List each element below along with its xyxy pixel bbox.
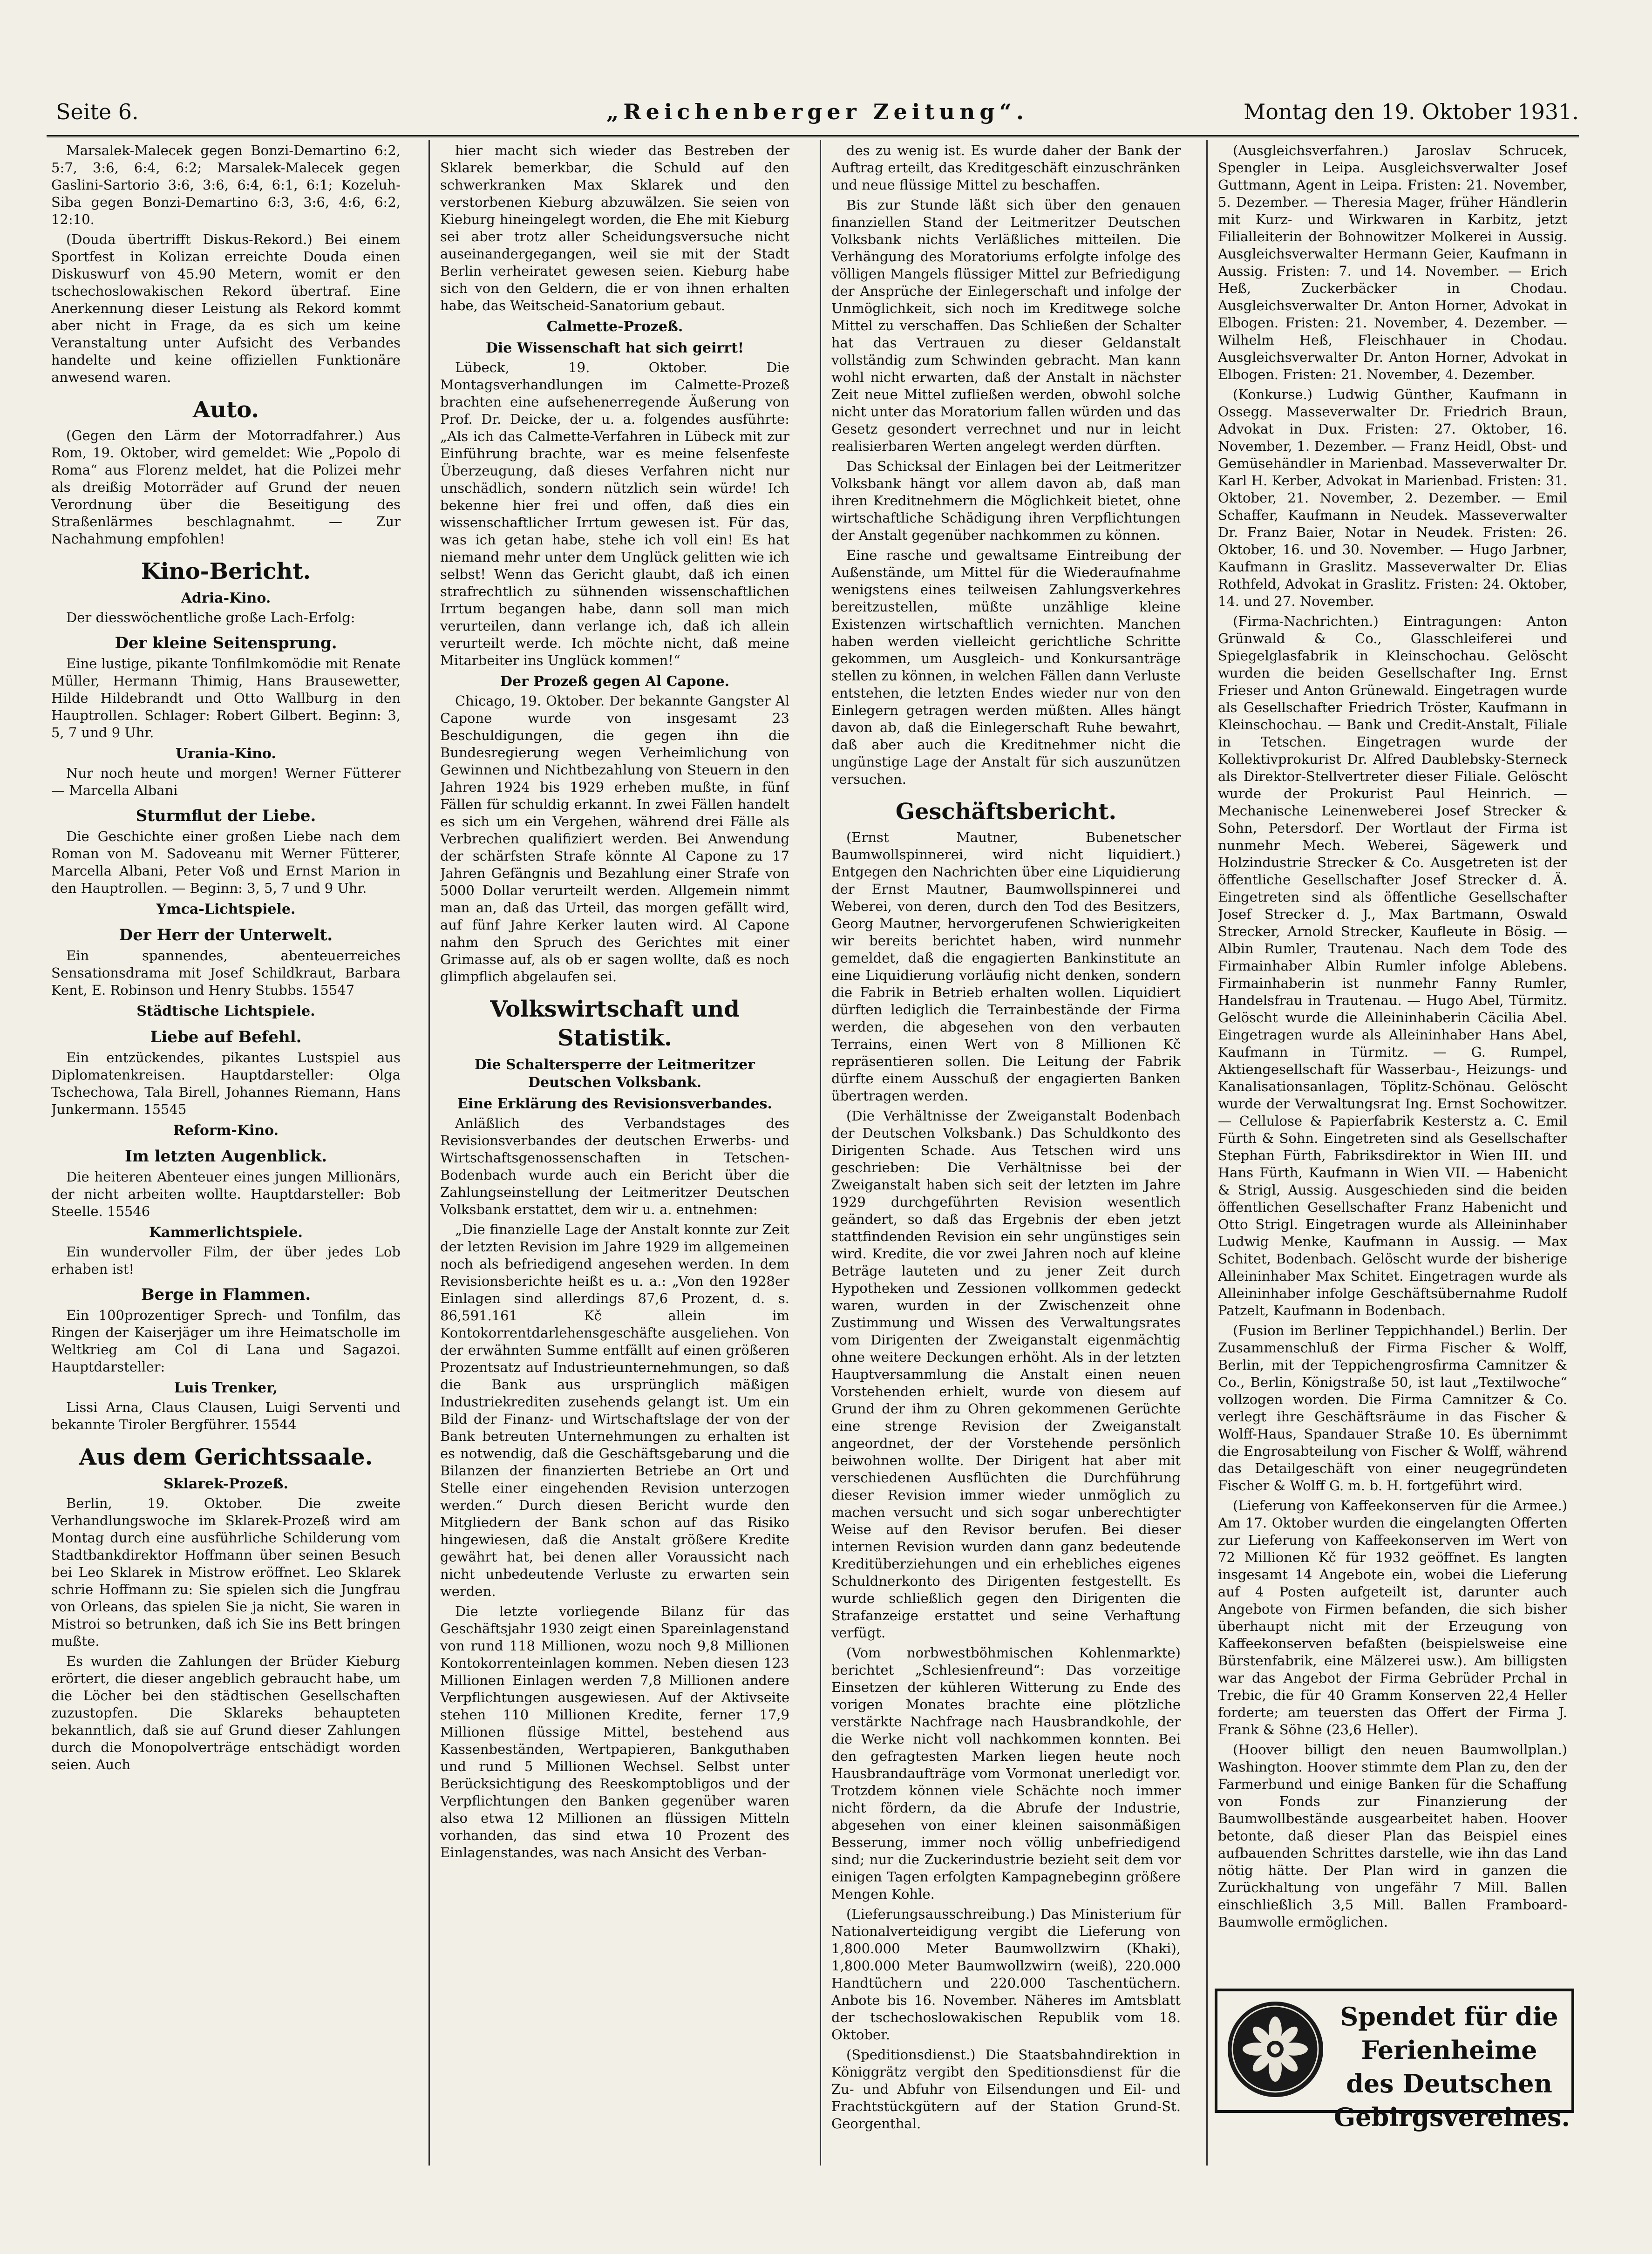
article-paragraph: Ein spannendes, abenteuerreiches Sensationsdrama mit Josef Schildkraut, Barbara Kent, E. Robinson und Henry Stubbs. 15547	[51, 948, 401, 998]
article-heading: Eine Erklärung des Revisionsverbandes.	[457, 1096, 772, 1112]
article-paragraph: (Douda übertrifft Diskus-Rekord.) Bei einem Sportfest in Kolizan erreichte Douda einen Diskuswurf von 45.90 Metern, womit er den tschechoslowakischen Rekord übertraf. Eine Anerkennung dieser Leistung als Rekord kommt aber nicht in Frage, da es sich um keine Veranstaltung unter Aufsicht des Verbandes handelte und keine offiziellen Funktionäre anwesend waren.	[51, 231, 401, 385]
ad-line: des Deutschen	[1346, 2069, 1552, 2098]
article-heading: Adria-Kino.	[181, 590, 271, 606]
article-heading: Im letzten Augenblick.	[124, 1147, 327, 1166]
article-paragraph: (Hoover billigt den neuen Baumwollplan.) Washington. Hoover stimmte dem Plan zu, den der Farmerbund und einige Banken für die Schaffung von Fonds zur Finanzierung der Baumwollbestände ausgearbeitet haben. Hoover betonte, daß dieser Plan das Beispiel eines aufbauenden Schrittes darstelle, wie ihn das Land nötig hätte. Der Plan wird in ganzen die Zurückhaltung von ungefähr 7 Mill. Ballen einschließlich 3,5 Mill. Ballen Framboard-Baumwolle ermöglichen.	[1218, 1742, 1567, 1930]
article-paragraph: Bis zur Stunde läßt sich über den genauen finanziellen Stand der Leitmeritzer Deutschen Volksbank nichts Verläßliches mitteilen. Die Verhängung des Moratoriums erfolgte infolge des völligen Mangels flüssiger Mittel zur Befriedigung der Ansprüche der Einlegerschaft und infolge der Unmöglichkeit, sich noch im Kreditwege solche Mittel zu verschaffen. Das Schließen der Schalter hat das Vertrauen zu dieser Geldanstalt vollständig zum Schwinden gebracht. Man kann wohl nicht erwarten, daß der Anstalt in nächster Zeit neue Mittel zufließen werden, obwohl solche nicht unter das Moratorium fallen würden und das Gesetz gesondert verrechnet und nur in leicht realisierbaren Werten angelegt werden dürften.	[831, 197, 1181, 454]
article-heading: Die Wissenschaft hat sich geirrt!	[485, 340, 744, 356]
article-paragraph: (Gegen den Lärm der Motorradfahrer.) Aus Rom, 19. Oktober, wird gemeldet: Wie „Popolo di Roma“ aus Florenz meldet, hat die Polizei mehr als dreißig Motorräder auf Grund der neuen Verordnung über die Beseitigung des Straßenlärmes beschlagnahmt. — Zur Nachahmung empfohlen!	[51, 428, 401, 547]
article-paragraph: Nur noch heute und morgen! Werner Fütterer — Marcella Albani	[51, 765, 401, 798]
article-paragraph: (Lieferung von Kaffeekonserven für die Armee.) Am 17. Oktober wurden die eingelangten Offerten zur Lieferung von Kaffeekonserven im Wert von 72 Millionen Kč für 1932 geöffnet. Es langten insgesamt 14 Angebote ein, wobei die Lieferung auf 4 Posten aufgeteilt ist, darunter auch Angebote von Firmen befanden, die sich bisher überhaupt nicht mit der Erzeugung von Kaffeekonserven befaßten (beispielsweise eine Bürstenfabrik, eine Mälzerei usw.). Am billigsten war das Angebot der Firma Gebrüder Prchal in Trebic, die für 40 Gramm Konserven 22,4 Heller forderte; am teuersten das Offert der Firma J. Frank & Söhne (23,6 Heller).	[1218, 1498, 1567, 1738]
article-heading: Kino-Bericht.	[141, 558, 311, 584]
column-divider	[1206, 140, 1208, 2166]
article-paragraph: Der diesswöchentliche große Lach-Erfolg:	[66, 610, 355, 625]
article-heading: Geschäftsbericht.	[895, 799, 1117, 825]
article-paragraph: Chicago, 19. Oktober. Der bekannte Gangster Al Capone wurde von insgesamt 23 Beschuldigungen, die gegen ihn die Bundesregierung wegen Verheimlichung von Gewinnen und Nichtbezahlung von Steuern in den Jahren 1924 bis 1929 erheben mußte, in fünf Fällen für schuldig erkannt. In zwei Fällen handelt es sich um ein Vergehen, während drei Fälle als Verbrechen qualifiziert werden. Bei Anwendung der schärfsten Strafe könnte Al Capone zu 17 Jahren Gefängnis und Bezahlung einer Strafe von 5000 Dollar verurteilt werden. Allgemein nimmt man an, daß das Urteil, das morgen gefällt wird, auf fünf Jahre Kerker lauten wird. Al Capone nahm den Spruch des Gerichtes mit einer Grimasse auf, als ob er sagen wollte, daß es noch glimpflich abgelaufen sei.	[440, 693, 789, 984]
article-heading: Ymca-Lichtspiele.	[156, 901, 296, 917]
article-paragraph: „Die finanzielle Lage der Anstalt konnte zur Zeit der letzten Revision im Jahre 1929 im allgemeinen noch als befriedigend angesehen werden. In dem Revisionsberichte heißt es u. a.: „Von den 1928er Einlagen sind allerdings 87,6 Prozent, d. s. 86,591.161 Kč allein im Kontokorrentdarlehensgeschäfte ausgeliehen. Von der erwähnten Summe entfällt auf einen größeren Prozentsatz auf Industrieunternehmungen, so daß die Bank aus ursprünglich mäßigen Industriekrediten zusehends gelangt ist. Um ein Bild der Finanz- und Wirtschaftslage der von der Bank betreuten Unternehmungen zu erhalten ist es notwendig, daß die Geschäftsgebarung und die Bilanzen der finanzierten Betriebe an Ort und Stelle einer eingehenden Revision unterzogen werden.“ Durch diesen Bericht wurde den Mitgliedern der Bank schon auf das Risiko hingewiesen, daß die Anstalt größere Kredite gewährt hat, bei denen aller Voraussicht nach nicht unbedeutende Verluste zu erwarten sein werden.	[440, 1222, 789, 1599]
article-paragraph: Die Geschichte einer großen Liebe nach dem Roman von M. Sadoveanu mit Werner Fütterer, Marcella Albani, Peter Voß und Ernst Marion in den Hauptrollen. — Beginn: 3, 5, 7 und 9 Uhr.	[51, 828, 401, 896]
article-heading: Reform-Kino.	[173, 1122, 279, 1139]
advertisement-box	[1215, 1989, 1574, 2132]
page-header	[56, 100, 1579, 123]
article-heading: Der Prozeß gegen Al Capone.	[500, 673, 730, 690]
article-heading: Berge in Flammen.	[141, 1285, 311, 1304]
article-paragraph: Berlin, 19. Oktober. Die zweite Verhandlungswoche im Sklarek-Prozeß wird am Montag durch eine ausführliche Schilderung vom Stadtbankdirektor Hoffmann über seinen Besuch bei Leo Sklarek in Mistrow eröffnet. Leo Sklarek schrie Hoffmann zu: Sie spielen sich die Jungfrau von Orleans, das spielen Sie ja nicht, Sie waren in Mistroi so betrunken, daß ich Sie ins Bett bringen mußte.	[51, 1495, 401, 1649]
ad-line: Spendet für die	[1340, 2002, 1558, 2031]
article-paragraph: Das Schicksal der Einlagen bei der Leitmeritzer Volksbank hängt vor allem davon ab, daß man ihren Kreditnehmern die Möglichkeit bietet, ohne wirtschaftliche Schädigung ihren Verpflichtungen der Anstalt gegenüber nachkommen zu können.	[831, 458, 1181, 543]
article-heading: Städtische Lichtspiele.	[136, 1003, 315, 1019]
article-heading: Sturmflut der Liebe.	[136, 807, 316, 825]
article-paragraph: Marsalek-Malecek gegen Bonzi-Demartino 6:2, 5:7, 3:6, 6:4, 6:2; Marsalek-Malecek gegen Gaslini-Sartorio 3:6, 3:6, 6:4, 6:1, 6:1; Kozeluh-Siba gegen Bonzi-Demartino 6:3, 3:6, 4:6, 6:2, 12:10.	[51, 143, 401, 227]
article-paragraph: (Die Verhältnisse der Zweiganstalt Bodenbach der Deutschen Volksbank.) Das Schuldkonto des Dirigenten Schade. Aus Tetschen wird uns geschrieben: Die Verhältnisse bei der Zweiganstalt haben sich seit der letzten im Jahre 1929 durchgeführten Revision wesentlich geändert, so daß das Ergebnis der eben jetzt stattfindenden Revision ein sehr ungünstiges sein wird. Kredite, die vor zwei Jahren noch auf kleine Beträge lauteten und zu jener Zeit durch Hypotheken und Zessionen vollkommen gedeckt waren, wurden in der Zwischenzeit ohne Zustimmung und Wissen des Verwaltungsrates vom Dirigenten der Zweiganstalt eigenmächtig ohne weitere Deckungen erhöht. Als in der letzten Hauptversammlung die Anstalt einen neuen Vorstehenden erhielt, wurde von diesem auf Grund der ihm zu Ohren gekommenen Gerüchte eine strenge Revision der Zweiganstalt angeordnet, der der Vorstehende persönlich beiwohnen wollte. Der Dirigent hat aber mit verschiedenen Ausflüchten die Durchführung dieser Revision immer wieder unmöglich zu machen versucht und sich sogar unberechtigter Weise auf den Revisor berufen. Bei dieser internen Revision wurden dann ganz bedeutende Kreditüberziehungen und ein erhebliches eigenes Schuldnerkonto des Dirigenten festgestellt. Es wurde schließlich gegen den Dirigenten die Strafanzeige erstattet und seine Verhaftung verfügt.	[831, 1108, 1181, 1641]
article-paragraph: Eine rasche und gewaltsame Eintreibung der Außenstände, um Mittel für die Wiederaufnahme wenigstens eines teilweisen Zahlungsverkehres bereitzustellen, müßte unzählige kleine Existenzen wirtschaftlich vernichten. Manchen haben werden vielleicht gerichtliche Schritte gekommen, um Ausgleich- und Konkursanträge stellen zu können, in welchen Fällen dann Verluste entstehen, die letzten Endes wieder nur von den Einlegern getragen werden müßten. Alles hängt davon ab, daß die Einlegerschaft Ruhe bewahrt, daß aber auch die Kreditnehmer nicht die ungünstige Lage der Anstalt für sich auszunützen versuchen.	[831, 547, 1181, 787]
article-paragraph: (Fusion im Berliner Teppichhandel.) Berlin. Der Zusammenschluß der Firma Fischer & Wolff, Berlin, mit der Teppichengrosfirma Camnitzer & Co., Berlin, Königstraße 50, ist laut „Textilwoche“ vollzogen worden. Die Firma Camnitzer & Co. verlegt ihre Geschäftsräume in das Fischer & Wolff-Haus, Spandauer Straße 10. Es übernimmt die Engrosabteilung von Fischer & Wolff, während das Detailgeschäft von einer neugegründeten Fischer & Wolff G. m. b. H. fortgeführt wird.	[1218, 1323, 1567, 1494]
article-paragraph: Lissi Arna, Claus Clausen, Luigi Serventi und bekannte Tiroler Bergführer. 15544	[51, 1399, 401, 1433]
column-4	[1218, 142, 1567, 1972]
article-heading: Volkswirtschaft und Statistik.	[490, 996, 740, 1051]
article-paragraph: Anläßlich des Verbandstages des Revisionsverbandes der deutschen Erwerbs- und Wirtschaftsgenossenschaften in Tetschen-Bodenbach wurde auch ein Bericht über die Zahlungseinstellung der Leitmeritzer Deutschen Volksbank erstattet, dem wir u. a. entnehmen:	[440, 1115, 789, 1217]
article-heading: Auto.	[192, 397, 259, 423]
column-3	[831, 142, 1181, 2163]
article-paragraph: (Ernst Mautner, Bubenetscher Baumwollspinnerei, wird nicht liquidiert.) Entgegen den Nachrichten über eine Liquidierung der Ernst Mautner, Baumwollspinnerei und Weberei, von deren, durch den Tod des Besitzers, Georg Mautner, hervorgerufenen Schwierigkeiten wir bereits berichtet haben, wird nunmehr gemeldet, daß die engagierten Bankinstitute an eine Liquidierung vorläufig nicht denken, sondern die Fabrik in Betrieb erhalten wollen. Liquidiert dürften lediglich die Terrainbestände der Firma werden, die abgesehen von den verbauten Terrains, einen Wert von 8 Millionen Kč repräsentieren sollen. Die Leitung der Fabrik dürfte einem Ausschuß der engagierten Banken übertragen werden.	[831, 829, 1181, 1104]
article-paragraph: (Firma-Nachrichten.) Eintragungen: Anton Grünwald & Co., Glasschleiferei und Spiegelglasfabrik in Kleinschochau. Gelöscht wurden die beiden Gesellschafter Ing. Ernst Frieser und Anton Grünewald. Eingetragen wurde als Gesellschafter Friedrich Tröster, Kaufmann in Kleinschochau. — Bank und Credit-Anstalt, Filiale in Tetschen. Eingetragen wurde der Kollektivprokurist Dr. Alfred Daublebsky-Sterneck als Direktor-Stellvertreter dieser Filiale. Gelöscht wurde der Prokurist Paul Heinrich. — Mechanische Leinenweberei Josef Strecker & Sohn, Petersdorf. Der Wortlaut der Firma ist nunmehr Mech. Weberei, Sägewerk und Holzindustrie Strecker & Co. Ausgetreten ist der öffentliche Gesellschafter Josef Strecker d. Ä. Eingetreten sind als öffentliche Gesellschafter Josef Strecker d. J., Max Bartmann, Oswald Strecker, Arnold Strecker, Kaufleute in Bösig. — Albin Rumler, Trautenau. Nach dem Tode des Firmainhaber Albin Rumler infolge Ablebens. Firmainhaberin ist nunmehr Fanny Rumler, Handelsfrau in Trautenau. — Hugo Abel, Türmitz. Gelöscht wurde die Alleininhaberin Cäcilia Abel. Eingetragen wurde als Alleininhaber Hans Abel, Kaufmann in Türmitz. — G. Rumpel, Aktiengesellschaft für Wasserbau-, Heizungs- und Kanalisationsanlagen, Töplitz-Schönau. Gelöscht wurde der Verwaltungsrat Ing. Ernst Sochowitzer. — Cellulose & Papierfabrik Kesterstz a. C. Emil Fürth & Sohn. Eingetreten sind als Gesellschafter Stephan Fürth, Fabriksdirektor in Wien III. und Hans Fürth, Kaufmann in Wien VII. — Habenicht & Strigl, Aussig. Ausgeschieden sind die beiden öffentlichen Gesellschafter Franz Habenicht und Otto Strigl. Eingetragen wurde als Alleininhaber Ludwig Menke, Kaufmann in Aussig. — Max Schitet, Bodenbach. Gelöscht wurde der bisherige Alleininhaber Max Schitet. Eingetragen wurde als Alleininhaber infolge Geschäftsübernahme Rudolf Patzelt, Kaufmann in Bodenbach.	[1218, 613, 1567, 1318]
article-heading: Urania-Kino.	[176, 746, 276, 762]
article-paragraph: Ein wundervoller Film, der über jedes Lob erhaben ist!	[51, 1244, 401, 1277]
ad-line: Ferienheime	[1361, 2035, 1537, 2065]
article-paragraph: (Lieferungsausschreibung.) Das Ministerium für Nationalverteidigung vergibt die Lieferung von 1,800.000 Meter Baumwollzwirn (Khaki), 1,800.000 Meter Baumwollzwirn (weiß), 220.000 Handtüchern und 220.000 Taschentüchern. Anbote bis 16. November. Näheres im Amtsblatt der tschechoslowakischen Republik vom 18. Oktober.	[831, 1906, 1181, 2043]
article-paragraph: Lübeck, 19. Oktober. Die Montagsverhandlungen im Calmette-Prozeß brachten eine aufsehenerregende Äußerung von Prof. Dr. Deicke, der u. a. folgendes ausführte: „Als ich das Calmette-Verfahren in Lübeck mit zur Einführung brachte, war es meine felsenfeste Überzeugung, daß dieses Verfahren nicht nur unschädlich, sondern nützlich sein würde! Ich bekenne hier frei und offen, daß dies ein wissenschaftlicher Irrtum gewesen ist. Für das, was ich getan habe, stehe ich voll ein! Es hat niemand mehr unter dem Unglück gelitten wie ich selbst! Wenn das Gericht glaubt, daß ich einen strafrechtlich zu sühnenden wissenschaftlichen Irrtum begangen habe, dann soll man mich verurteilen, dann verlange ich, daß ich allein verurteilt werde. Ich möchte nicht, daß meine Mitarbeiter ins Unglück kommen!“	[440, 360, 789, 668]
header-rule	[47, 135, 1579, 137]
article-paragraph: Die heiteren Abenteuer eines jungen Millionärs, der nicht arbeiten wollte. Hauptdarsteller: Bob Steelle. 15546	[51, 1169, 401, 1219]
article-heading: Aus dem Gerichtssaale.	[79, 1444, 373, 1470]
article-paragraph: (Konkurse.) Ludwig Günther, Kaufmann in Ossegg. Masseverwalter Dr. Friedrich Braun, Advokat in Dux. Fristen: 27. Oktober, 16. November, 1. Dezember. — Franz Heidl, Obst- und Gemüsehändler in Marienbad. Masseverwalter Dr. Karl H. Kerber, Advokat in Marienbad. Fristen: 31. Oktober, 21. November, 2. Dezember. — Emil Schaffer, Kaufmann in Neudek. Masseverwalter Dr. Franz Baier, Notar in Neudek. Fristen: 26. Oktober, 16. und 30. November. — Hugo Jarbner, Kaufmann in Graslitz. Masseverwalter Dr. Elias Rothfeld, Advokat in Graslitz. Fristen: 24. Oktober, 14. und 27. November.	[1218, 387, 1567, 609]
article-heading: Der kleine Seitensprung.	[115, 634, 337, 652]
article-heading: Die Schaltersperre der Leitmeritzer Deutschen Volksbank.	[475, 1057, 755, 1091]
column-1	[51, 142, 401, 2163]
article-heading: Kammerlichtspiele.	[149, 1224, 303, 1241]
column-divider	[820, 140, 821, 2166]
issue-date: Montag den 19. Oktober 1931.	[1244, 99, 1579, 124]
article-heading: Der Herr der Unterwelt.	[119, 926, 333, 944]
article-paragraph: (Speditionsdienst.) Die Staatsbahndirektion in Königgrätz vergibt den Speditionsdienst für die Zu- und Abfuhr von Eilsendungen und Eil- und Frachtstückgütern auf der Station Grund-St. Georgenthal.	[831, 2047, 1181, 2132]
column-2	[440, 142, 789, 2163]
article-heading: Sklarek-Prozeß.	[163, 1476, 288, 1492]
page-number: Seite 6.	[56, 99, 139, 124]
article-paragraph: (Vom norbwestböhmischen Kohlenmarkte) berichtet „Schlesienfreund“: Das vorzeitige Einsetzen der kühleren Witterung zu Ende des vorigen Monates brachte eine plötzliche verstärkte Nachfrage nach Hausbrandkohle, der die Werke nicht voll nachkommen konnten. Bei den gefragtesten Marken liegen heute noch Hausbrandaufträge vom Vormonat unerledigt vor. Trotzdem können viele Schächte noch immer nicht fördern, da die Abrufe der Industrie, abgesehen von einer kleinen saisonmäßigen Besserung, immer noch völlig unbefriedigend sind; nur die Zuckerindustrie bezieht seit dem vor einigen Tagen erfolgten Kampagnebeginn größere Mengen Kohle.	[831, 1645, 1181, 1902]
edelweiss-emblem-icon	[1228, 2002, 1323, 2097]
article-paragraph: hier macht sich wieder das Bestreben der Sklarek bemerkbar, die Schuld auf den schwerkranken Max Sklarek und den verstorbenen Kieburg abzuwälzen. Sie seien von Kieburg hineingelegt worden, die Ehe mit Kieburg sei aber trotz aller Scheidungsversuche nicht auseinandergegangen, weil sie mit der Stadt Berlin verheiratet gewesen seien. Kieburg habe sich von den Geldern, die er von ihnen erhalten habe, das Weitscheid-Sanatorium gebaut.	[440, 143, 789, 313]
article-paragraph: (Ausgleichsverfahren.) Jaroslav Schrucek, Spengler in Leipa. Ausgleichsverwalter Josef Guttmann, Agent in Leipa. Fristen: 21. November, 5. Dezember. — Theresia Mager, früher Händlerin mit Kurz- und Wirkwaren in Karbitz, jetzt Filialleiterin der Bohnowitzer Molkerei in Aussig. Ausgleichsverwalter Hermann Geier, Kaufmann in Aussig. Fristen: 7. und 14. November. — Erich Heß, Zuckerbäcker in Chodau. Ausgleichsverwalter Dr. Anton Horner, Advokat in Elbogen. Fristen: 21. November, 4. Dezember. — Wilhelm Heß, Fleischhauer in Chodau. Ausgleichsverwalter Dr. Anton Horner, Advokat in Elbogen. Fristen: 21. November, 4. Dezember.	[1218, 143, 1567, 382]
article-paragraph: Ein 100prozentiger Sprech- und Tonfilm, das Ringen der Kaiserjäger um ihre Heimatscholle im Weltkrieg am Col di Lana und Sagazoi. Hauptdarsteller:	[51, 1307, 401, 1375]
ad-line: Gebirgsvereines.	[1334, 2102, 1570, 2132]
article-paragraph: Ein entzückendes, pikantes Lustspiel aus Diplomatenkreisen. Hauptdarsteller: Olga Tschechowa, Tala Birell, Johannes Riemann, Hans Junkermann. 15545	[51, 1050, 401, 1117]
article-paragraph: Die letzte vorliegende Bilanz für das Geschäftsjahr 1930 zeigt einen Spareinlagenstand von rund 118 Millionen, wozu noch 9,8 Millionen Kontokorrenteinlagen kommen. Neben diesen 123 Millionen Einlagen werden 7,8 Millionen andere Verpflichtungen ausgewiesen. Auf der Aktivseite stehen 110 Millionen Kredite, ferner 17,9 Millionen flüssige Mittel, bestehend aus Kassenbeständen, Wertpapieren, Bankguthaben und rund 5 Millionen Wechsel. Selbst unter Berücksichtigung des Reeskomptobligos und der Verpflichtungen den Banken gegenüber waren also etwa 12 Millionen an flüssigen Mitteln vorhanden, das sind etwa 10 Prozent des Einlagenstandes, was nach Ansicht des Verban-	[440, 1603, 789, 1860]
newspaper-title: „Reichenberger Zeitung“.	[606, 99, 1029, 124]
article-paragraph: Eine lustige, pikante Tonfilmkomödie mit Renate Müller, Hermann Thimig, Hans Brausewetter, Hilde Hildebrandt und Otto Wallburg in den Hauptrollen. Schlager: Robert Gilbert. Beginn: 3, 5, 7 und 9 Uhr.	[51, 656, 401, 740]
article-heading: Liebe auf Befehl.	[150, 1028, 302, 1046]
article-heading: Luis Trenker,	[174, 1380, 278, 1396]
column-divider	[428, 140, 430, 2166]
advertisement-text	[1334, 2000, 1570, 2134]
article-paragraph: des zu wenig ist. Es wurde daher der Bank der Auftrag erteilt, das Kreditgeschäft einzuschränken und neue flüssige Mittel zu beschaffen.	[831, 143, 1181, 193]
article-heading: Calmette-Prozeß.	[546, 319, 683, 335]
article-paragraph: Es wurden die Zahlungen der Brüder Kieburg erörtert, die dieser angeblich gebraucht habe, um die Löcher bei den städtischen Gesellschaften zuzustopfen. Die Sklareks behaupteten bekanntlich, daß sie auf Grund dieser Zahlungen durch die Monopolverträge entschädigt worden seien. Auch	[51, 1653, 401, 1772]
